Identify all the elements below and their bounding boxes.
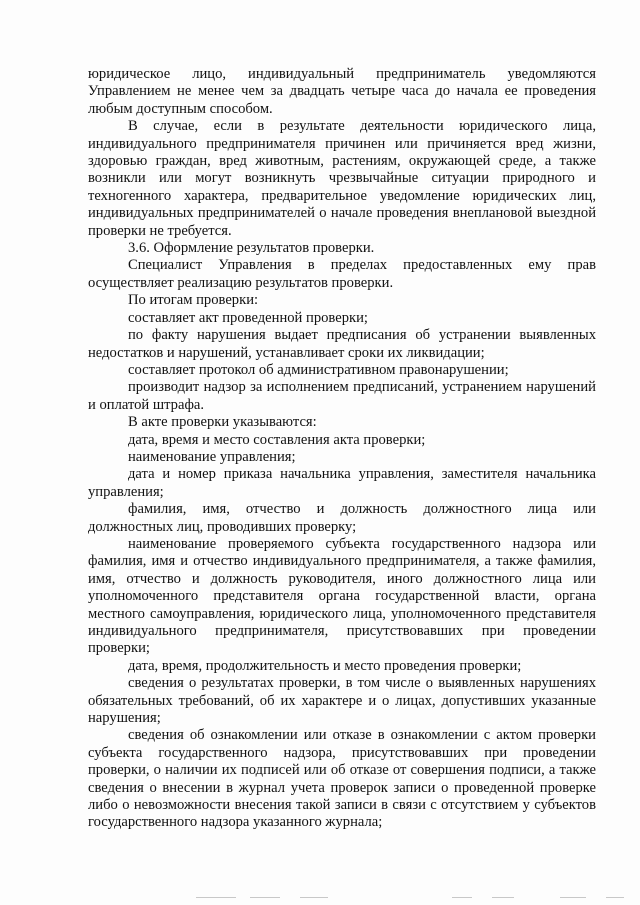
list-item-protocol: составляет протокол об административном правонарушении;: [128, 361, 509, 378]
scan-speck: [452, 897, 472, 898]
scan-artifacts: [0, 897, 640, 901]
list-item-order: дата и номер приказа начальника управления, заместителя начальника управления;: [88, 466, 596, 500]
section-heading-3-6: 3.6. Оформление результатов проверки.: [128, 240, 375, 257]
scan-speck: [300, 897, 328, 898]
list-item-duration: дата, время, продолжительность и место проведения проверки;: [128, 657, 522, 674]
scan-speck: [606, 897, 624, 898]
list-item-subject: наименование проверяемого субъекта государственного надзора или фамилия, имя и отчество индивидуального предпринимателя, а также фамилия, имя, отчество и должность руководителя, иного должностного лица или уполномоченного представителя органа государственной власти, органа местного самоуправления, юридического лица, уполномоченного представителя индивидуального предпринимателя, присутствовавших при проведении проверки;: [88, 535, 596, 657]
scan-speck: [560, 897, 586, 898]
paragraph-2: В случае, если в результате деятельности юридического лица, индивидуального предпринимателя причинен или причиняется вред жизни, здоровью граждан, вред животным, растениям, окружающей среде, а также возникли или могут возникнуть чрезвычайные ситуации природного и техногенного характера, предварительное уведомление юридических лиц, индивидуальных предпринимателей о начале проведения внеплановой выездной проверки не требуется.: [88, 118, 596, 239]
scan-speck: [196, 897, 236, 898]
paragraph-4: Специалист Управления в пределах предоставленных ему прав осуществляет реализацию результатов проверки.: [88, 257, 596, 291]
list-item-act: составляет акт проведенной проверки;: [128, 309, 368, 326]
paragraph-5: По итогам проверки:: [128, 292, 259, 309]
list-item-results: сведения о результатах проверки, в том числе о выявленных нарушениях обязательных требований, об их характере и о лицах, допустивших указанные нарушения;: [88, 675, 596, 727]
list-item-prescriptions: по факту нарушения выдает предписания об устранении выявленных недостатков и нарушений, устанавливает сроки их ликвидации;: [88, 327, 596, 361]
list-item-inspectors: фамилия, имя, отчество и должность должностного лица или должностных лиц, проводивших проверку;: [88, 501, 596, 535]
list-item-acquaintance: сведения об ознакомлении или отказе в ознакомлении с актом проверки субъекта государственного надзора, присутствовавших при проведении проверки, о наличии их подписей или об отказе от совершения подписи, а также сведения о внесении в журнал учета проверок записи о проведенной проверке либо о невозможности внесения такой записи в связи с отсутствием у субъектов государственного надзора указанного журнала;: [88, 727, 596, 831]
list-item-department-name: наименование управления;: [128, 448, 296, 465]
list-item-date-place: дата, время и место составления акта проверки;: [128, 431, 426, 448]
scan-speck: [492, 897, 514, 898]
paragraph-act-contents: В акте проверки указываются:: [128, 414, 317, 431]
scan-speck: [250, 897, 280, 898]
document-body: [88, 66, 596, 832]
paragraph-1: юридическое лицо, индивидуальный предприниматель уведомляются Управлением не менее чем за двадцать четыре часа до начала ее проведения любым доступным способом.: [88, 66, 596, 117]
list-item-supervision: производит надзор за исполнением предписаний, устранением нарушений и оплатой штрафа.: [88, 379, 596, 413]
